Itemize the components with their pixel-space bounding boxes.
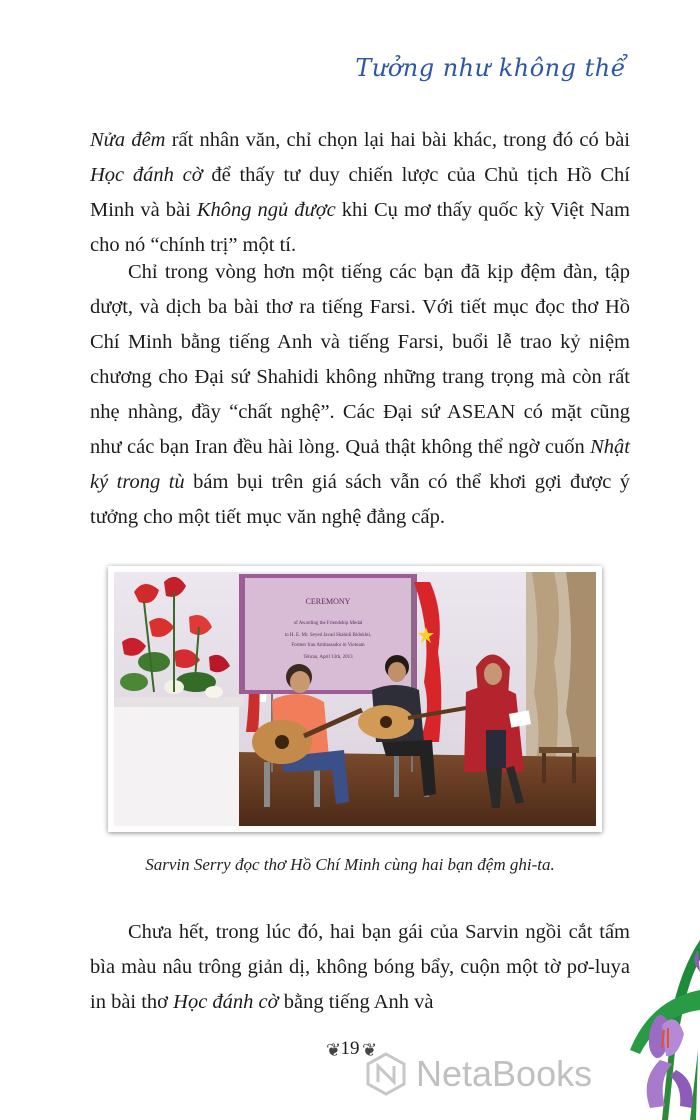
italic-title-hoc-danh-co-2: Học đánh cờ xyxy=(173,991,279,1013)
laurel-left-icon: ❦ xyxy=(326,1040,342,1060)
page-number: 19 xyxy=(340,1038,360,1059)
text-run: để thấy tư duy chiến lược của Chủ tịch Hồ Chí Minh và bài xyxy=(90,164,631,221)
text-run: rất nhân văn, chỉ chọn lại hai bài khác, trong đó có bài xyxy=(165,129,630,151)
running-header-title: Tưởng như không thể xyxy=(355,54,626,82)
ceremony-photo xyxy=(114,572,596,826)
banner-line-3: to H. E. Mr. Seyed Javad Shahidi Bidokhti, xyxy=(284,633,372,638)
text-run: Chỉ trong vòng hơn một tiếng các bạn đã kịp đệm đàn, tập dượt, và dịch ba bài thơ ra tiếng Farsi. Với tiết mục đọc thơ Hồ Chí Minh bằng tiếng Anh và tiếng Farsi, buổi lễ trao kỷ niệm chương cho Đại sứ Shahidi không những trang trọng mà còn rất nhẹ nhàng, đầy “chất nghệ”. Các Đại sứ ASEAN có mặt cũng như các bạn Iran đều hài lòng. Quả thật không thể ngờ cuốn xyxy=(90,261,630,458)
paragraph-1 xyxy=(90,123,630,263)
paragraph-2 xyxy=(90,255,630,535)
italic-title-hoc-danh-co: Học đánh cờ xyxy=(90,164,203,186)
banner-line-2: of Awarding the Friendship Medal xyxy=(293,621,363,626)
italic-title-khong-ngu-duoc: Không ngủ được xyxy=(196,199,336,221)
italic-title-nua-dem: Nửa đêm xyxy=(90,129,166,151)
paragraph-3 xyxy=(90,915,630,1020)
laurel-right-icon: ❦ xyxy=(362,1040,378,1060)
netabooks-logo-icon xyxy=(364,1052,408,1096)
crocus-flower-decoration xyxy=(610,930,700,1120)
text-run: bám bụi trên giá sách vẫn có thể khơi gợi được ý tưởng cho một tiết mục văn nghệ đẳng cấp. xyxy=(90,471,630,528)
text-run: khi Cụ mơ thấy quốc kỳ Việt Nam cho nó “chính trị” một tí. xyxy=(90,199,630,256)
photo-frame xyxy=(108,566,602,832)
banner-line-1: CEREMONY xyxy=(305,597,351,606)
banner-line-5: Tehran, April 13th, 2013 xyxy=(303,655,353,660)
watermark-text: NetaBooks xyxy=(416,1053,593,1094)
banner-line-4: Former Iran Ambassador in Vietnam xyxy=(291,643,365,648)
italic-title-nhat-ky-trong-tu: Nhật ký trong tù xyxy=(90,436,630,493)
watermark xyxy=(364,1052,592,1096)
photo-caption: Sarvin Serry đọc thơ Hồ Chí Minh cùng hai bạn đệm ghi-ta. xyxy=(145,855,555,874)
text-run: Chưa hết, trong lúc đó, hai bạn gái của Sarvin ngồi cắt tấm bìa màu nâu trông giản dị, không bóng bẩy, cuộn một tờ pơ-luya in bài thơ xyxy=(90,921,630,1013)
text-run: bằng tiếng Anh và xyxy=(278,991,434,1013)
